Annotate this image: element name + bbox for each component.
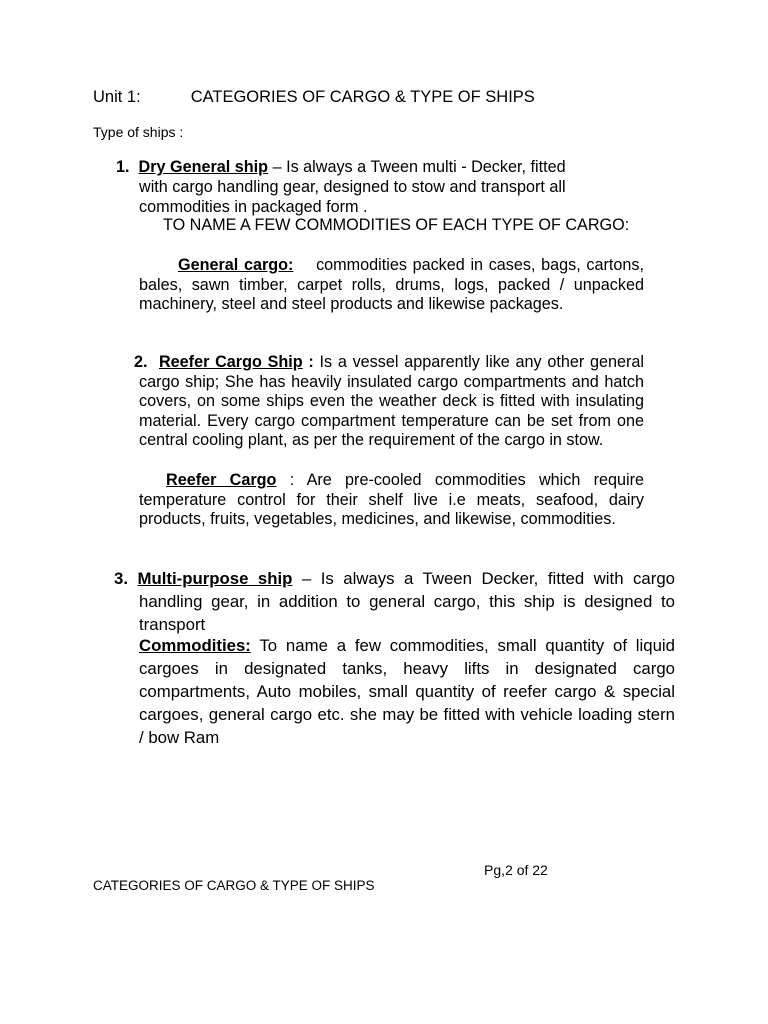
section-3-title: Multi-purpose ship <box>137 569 293 588</box>
commodities-text: To name a few commodities, small quantity of liquid cargoes in designated tanks, heavy lifts in designated cargo compartments, Auto mobiles, small quantity of reefer cargo & special cargoes, general cargo etc. she may be fitted with vehicle loading stern / bow Ram <box>139 636 675 747</box>
document-title: CATEGORIES OF CARGO & TYPE OF SHIPS <box>190 88 535 106</box>
section-2-colon: : <box>302 353 314 371</box>
section-2-title: Reefer Cargo Ship <box>158 353 303 371</box>
reefer-cargo-text: : Are pre-cooled commodities which require temperature control for their shelf live i.e meats, seafood, dairy products, fruits, vegetables, medicines, and likewise, commodities. <box>139 471 644 528</box>
section-1-first-line-text: – Is always a Tween multi - Decker, fitted <box>268 158 566 176</box>
section-3-description <box>114 567 675 636</box>
section-3-number: 3. <box>114 569 128 588</box>
unit-label: Unit 1: <box>93 88 141 106</box>
reefer-cargo-label: Reefer Cargo <box>166 471 277 489</box>
general-cargo-label: General cargo: <box>178 256 294 274</box>
section-1-first-line <box>116 158 566 178</box>
section-3-commodities <box>139 634 675 749</box>
page-heading <box>93 88 535 107</box>
commodities-label: Commodities: <box>139 636 251 655</box>
section-2-number: 2. <box>134 353 148 371</box>
footer-title: CATEGORIES OF CARGO & TYPE OF SHIPS <box>93 878 375 893</box>
subheading: Type of ships : <box>93 124 184 140</box>
section-1-naming-text: TO NAME A FEW COMMODITIES OF EACH TYPE OF CARGO: <box>163 216 630 234</box>
section-1-title: Dry General ship <box>138 158 269 176</box>
section-1-general-cargo <box>139 256 644 315</box>
section-1-naming <box>93 216 644 236</box>
page-number: Pg,2 of 22 <box>484 862 548 878</box>
section-1-description: with cargo handling gear, designed to stow and transport all commodities in packaged form . <box>139 178 566 216</box>
general-cargo-text: commodities packed in cases, bags, cartons, bales, sawn timber, carpet rolls, drums, logs, packed / unpacked machinery, steel and steel products and likewise packages. <box>139 256 644 313</box>
section-2-text: Is a vessel apparently like any other general cargo ship; She has heavily insulated cargo compartments and hatch covers, on some ships even the weather deck is fitted with insulating material. Every cargo compartment temperature can be set from one central cooling plant, as per the requirement of the cargo in stow. <box>139 353 644 449</box>
section-2-reefer-cargo <box>139 471 644 530</box>
section-1-number: 1. <box>116 158 130 176</box>
section-2-description <box>134 353 644 451</box>
section-3-text: – Is always a Tween Decker, fitted with cargo handling gear, in addition to general cargo, this ship is designed to transport <box>139 569 675 634</box>
